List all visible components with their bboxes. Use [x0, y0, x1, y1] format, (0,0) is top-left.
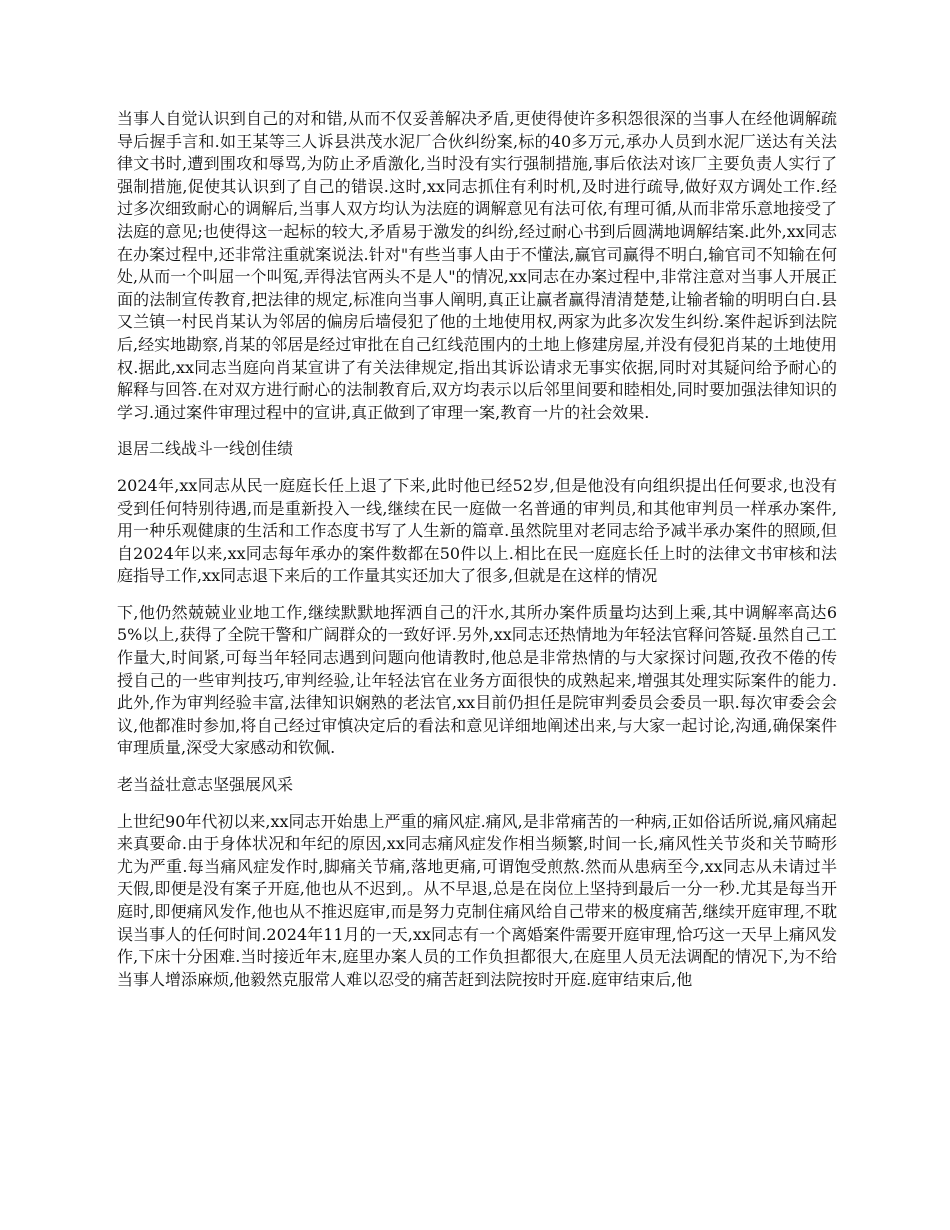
- paragraph-gout: 上世纪90年代初以来,xx同志开始患上严重的痛风症.痛风,是非常痛苦的一种病,正如俗话所说,痛风痛起来真要命.由于身体状况和年纪的原因,xx同志痛风症发作相当频繁,时间一长,痛风性关节炎和关节畸形尤为严重.每当痛风症发作时,脚痛关节痛,落地更痛,可谓饱受煎熬.然而从患病至今,xx同志从未请过半天假,即便是没有案子开庭,他也从不迟到,。从不早退,总是在岗位上坚持到最后一分一秒.尤其是每当开庭时,即便痛风发作,他也从不推迟庭审,而是努力克制住痛风给自己带来的极度痛苦,继续开庭审理,不耽误当事人的任何时间.2024年11月的一天,xx同志有一个离婚案件需要开庭审理,恰巧这一天早上痛风发作,下床十分困难.当时接近年末,庭里办案人员的工作负担都很大,在庭里人员无法调配的情况下,为不给当事人增添麻烦,他毅然克服常人难以忍受的痛苦赶到法院按时开庭.庭审结束后,他: [117, 811, 837, 989]
- document-page: [117, 108, 837, 1005]
- paragraph-mediation: 当事人自觉认识到自己的对和错,从而不仅妥善解决矛盾,更使得使许多积怨很深的当事人在经他调解疏导后握手言和.如王某等三人诉县洪茂水泥厂合伙纠纷案,标的40多万元,承办人员到水泥厂送达有关法律文书时,遭到围攻和辱骂,为防止矛盾激化,当时没有实行强制措施,事后依法对该厂主要负责人实行了强制措施,促使其认识到了自己的错误.这时,xx同志抓住有利时机,及时进行疏导,做好双方调处工作.经过多次细致耐心的调解后,当事人双方均认为法庭的调解意见有法可依,有理可循,从而非常乐意地接受了法庭的意见;也使得这一起标的较大,矛盾易于激发的纠纷,经过耐心书到后圆满地调解结案.此外,xx同志在办案过程中,还非常注重就案说法.针对"有些当事人由于不懂法,赢官司赢得不明白,输官司不知输在何处,从而一个叫屈一个叫冤,弄得法官两头不是人"的情况,xx同志在办案过程中,非常注意对当事人开展正面的法制宣传教育,把法律的规定,标准向当事人阐明,真正让赢者赢得清清楚楚,让输者输的明明白白.县又兰镇一村民肖某认为邻居的偏房后墙侵犯了他的土地使用权,两家为此多次发生纠纷.案件起诉到法院后,经实地勘察,肖某的邻居是经过审批在自己红线范围内的土地上修建房屋,并没有侵犯肖某的土地使用权.据此,xx同志当庭向肖某宣讲了有关法律规定,指出其诉讼请求无事实依据,同时对其疑问给予耐心的解释与回答.在对双方进行耐心的法制教育后,双方均表示以后邻里间要和睦相处,同时要加强法律知识的学习.通过案件审理过程中的宣讲,真正做到了审理一案,教育一片的社会效果.: [117, 109, 837, 422]
- paragraph-continued-work: 下,他仍然兢兢业业地工作,继续默默地挥洒自己的汗水,其所办案件质量均达到上乘,其中调解率高达65%以上,获得了全院干警和广阔群众的一致好评.另外,xx同志还热情地为年轻法官释问答疑.虽然自己工作量大,时间紧,可每当年轻同志遇到问题向他请教时,他总是非常热情的与大家探讨问题,孜孜不倦的传授自己的一些审判技巧,审判经验,让年轻法官在业务方面很快的成熟起来,增强其处理实际案件的能力.此外,作为审判经验丰富,法律知识娴熟的老法官,xx目前仍担任是院审判委员会委员一职.每次审委会会议,他都准时参加,将自己经过审慎决定后的看法和意见详细地阐述出来,与大家一起讨论,沟通,确保案件审理质量,深受大家感动和钦佩.: [117, 602, 837, 758]
- paragraph-retirement: 2024年,xx同志从民一庭庭长任上退了下来,此时他已经52岁,但是他没有向组织提出任何要求,也没有受到任何特别待遇,而是重新投入一线,继续在民一庭做一名普通的审判员,和其他审判员一样承办案件,用一种乐观健康的生活和工作态度书写了人生新的篇章.虽然院里对老同志给予减半承办案件的照顾,但自2024年以来,xx同志每年承办的案件数都在50件以上.相比在民一庭庭长任上时的法律文书审核和法庭指导工作,xx同志退下来后的工作量其实还加大了很多,但就是在这样的情况: [117, 475, 837, 586]
- section-heading-retirement: 退居二线战斗一线创佳绩: [117, 439, 294, 459]
- section-heading-perseverance: 老当益壮意志坚强展风采: [117, 775, 294, 795]
